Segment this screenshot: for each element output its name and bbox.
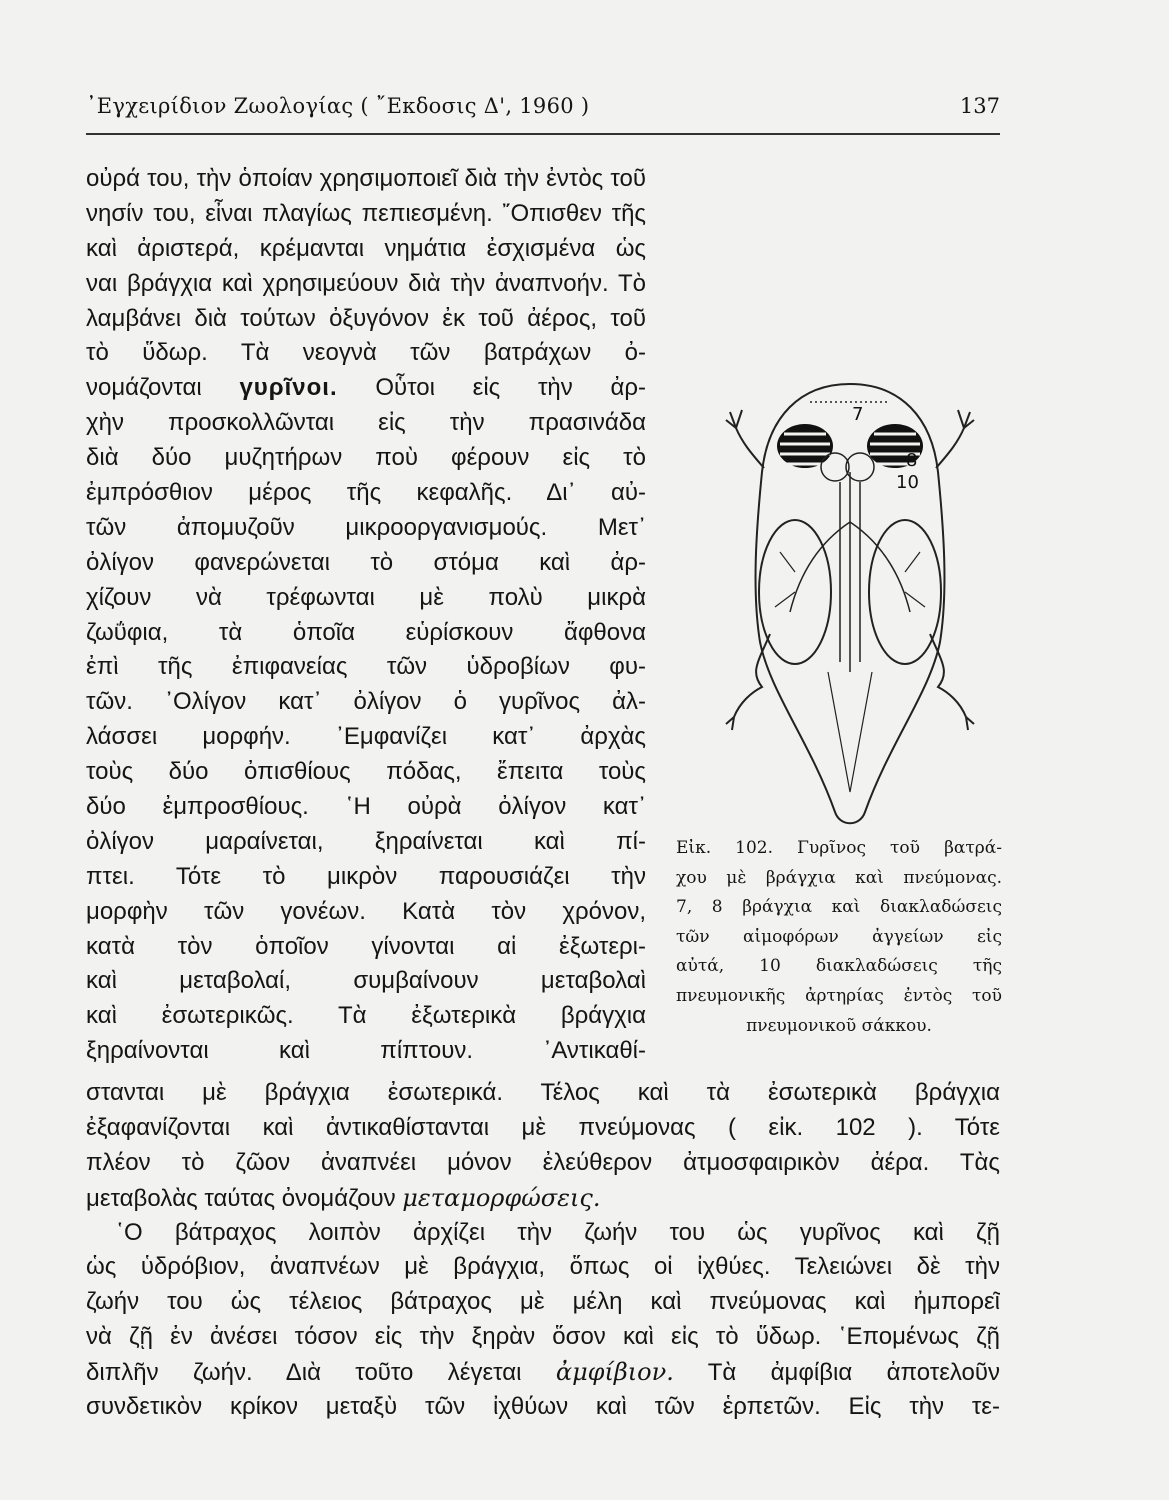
text-line: ἐπὶ τῆς ἐπιφανείας τῶν ὑδροβίων φυ-: [86, 653, 646, 681]
text-line: λάσσει μορφήν. ᾽Εμφανίζει κατ᾽ ἀρχὰς: [86, 723, 646, 751]
text-line: χίζουν νὰ τρέφωνται μὲ πολὺ μικρὰ: [86, 583, 646, 611]
text-line: πτει. Τότε τὸ μικρὸν παρουσιάζει τὴν: [86, 862, 646, 890]
text-line: ναι βράγχια καὶ χρησιμεύουν διὰ τὴν ἀναπνοήν. Τὸ: [86, 269, 646, 297]
text-line: οὐρά του, τὴν ὁποίαν χρησιμοποιεῖ διὰ τὴν ἐντὸς τοῦ: [86, 165, 646, 192]
page-number: 137: [959, 94, 1000, 118]
text-line: νησίν του, εἶναι πλαγίως πεπιεσμένη. ῎Οπισθεν τῆς: [86, 199, 646, 227]
text-fragment: διπλῆν ζωήν. Διὰ τοῦτο λέγεται: [86, 1359, 522, 1387]
text-line: τῶν. ᾽Ολίγον κατ᾽ ὀλίγον ὁ γυρῖνος ἀλ-: [86, 688, 646, 716]
figure-label-10: 10: [896, 472, 919, 493]
text-line: δύο ἐμπροσθίους. ῾Η οὐρὰ ὀλίγον κατ᾽: [86, 793, 646, 821]
term-metamorfoseis: μεταμορφώσεις.: [402, 1183, 601, 1212]
caption-line: χου μὲ βράγχια καὶ πνεύμονας.: [676, 867, 1002, 888]
paragraph-1-column: [86, 162, 646, 1069]
text-line: ἐξαφανίζονται καὶ ἀντικαθίστανται μὲ πνεύμονας ( εἰκ. 102 ). Τότε: [86, 1113, 1000, 1141]
text-fragment: μεταβολὰς ταύτας ὀνομάζουν: [86, 1184, 396, 1212]
tadpole-figure: [700, 372, 1000, 827]
figure-caption: [676, 834, 1002, 1041]
text-line: τὸ ὕδωρ. Τὰ νεογνὰ τῶν βατράχων ὀ-: [86, 339, 646, 367]
text-line: ὡς ὑδρόβιον, ἀναπνέων μὲ βράγχια, ὅπως οἱ ἰχθύες. Τελειώνει δὲ τὴν: [86, 1253, 1000, 1281]
caption-line: πνευμονικῆς ἀρτηρίας ἐντὸς τοῦ: [676, 985, 1002, 1006]
text-line: ζωΰφια, τὰ ὁποῖα εὑρίσκουν ἄφθονα: [86, 618, 646, 646]
paragraph-2-first-line: ῾Ο βάτραχος λοιπὸν ἀρχίζει τὴν ζωήν του ὡς γυρῖνος καὶ ζῇ: [116, 1218, 1000, 1246]
text-line: χὴν προσκολλῶνται εἰς τὴν πρασινάδα: [86, 409, 646, 437]
text-line: συνδετικὸν κρίκον μεταξὺ τῶν ἰχθύων καὶ τῶν ἑρπετῶν. Εἰς τὴν τε-: [86, 1393, 1000, 1421]
text-line: μορφὴν τῶν γονέων. Κατὰ τὸν χρόνον,: [86, 897, 646, 925]
term-amfibion: ἀμφίβιον.: [555, 1358, 674, 1387]
text-line: καὶ ἐσωτερικῶς. Τὰ ἐξωτερικὰ βράγχια: [86, 1002, 646, 1030]
text-line: τοὺς δύο ὀπισθίους πόδας, ἔπειτα τοὺς: [86, 758, 646, 786]
full-width-text: [86, 1076, 1000, 1425]
header-rule: [86, 133, 1000, 135]
text-line: διὰ δύο μυζητήρων ποὺ φέρουν εἰς τὸ: [86, 444, 646, 472]
caption-line: πνευμονικοῦ σάκκου.: [746, 1015, 932, 1036]
text-line: νὰ ζῇ ἐν ἀνέσει τόσον εἰς τὴν ξηρὰν ὅσον καὶ εἰς τὸ ὕδωρ. ῾Επομένως ζῇ: [86, 1323, 1000, 1351]
text-line: ξηραίνονται καὶ πίπτουν. ᾽Αντικαθί-: [86, 1037, 646, 1065]
text-line-metamorfoseis: [86, 1181, 1000, 1216]
tadpole-illustration: [700, 372, 1000, 827]
text-line-gyrinoi: [86, 371, 646, 406]
running-title: ᾽Εγχειρίδιον Ζωολογίας ( ῎Εκδοσις Δ', 1960 ): [86, 94, 590, 118]
text-line: καὶ μεταβολαί, συμβαίνουν μεταβολαὶ: [86, 967, 646, 995]
text-line: τῶν ἀπομυζοῦν μικροοργανισμούς. Μετ᾽: [86, 513, 646, 541]
text-fragment: Οὗτοι εἰς τὴν ἀρ-: [375, 374, 646, 402]
text-line: ὀλίγον φανερώνεται τὸ στόμα καὶ ἀρ-: [86, 548, 646, 576]
figure-label-7: 7: [852, 404, 864, 425]
term-gyrinoi: γυρῖνοι.: [239, 374, 338, 402]
figure-label-8: 8: [906, 450, 918, 471]
caption-line: αὐτά, 10 διακλαδώσεις τῆς: [676, 956, 1002, 977]
text-line: καὶ ἀριστερά, κρέμανται νημάτια ἐσχισμένα ὡς: [86, 234, 646, 262]
text-line: ὀλίγον μαραίνεται, ξηραίνεται καὶ πί-: [86, 827, 646, 855]
text-line: κατὰ τὸν ὁποῖον γίνονται αἱ ἐξωτερι-: [86, 932, 646, 960]
text-line: πλέον τὸ ζῶον ἀναπνέει μόνον ἐλεύθερον ἀτμοσφαιρικὸν ἀέρα. Τὰς: [86, 1148, 1000, 1176]
caption-line: Εἰκ. 102. Γυρῖνος τοῦ βατρά-: [676, 838, 1002, 858]
caption-line: 7, 8 βράγχια καὶ διακλαδώσεις: [676, 897, 1002, 918]
text-line: ἐμπρόσθιον μέρος τῆς κεφαλῆς. Δι᾽ αὐ-: [86, 479, 646, 507]
text-line: λαμβάνει διὰ τούτων ὀξυγόνον ἐκ τοῦ ἀέρος, τοῦ: [86, 304, 646, 332]
running-header: [86, 92, 1000, 132]
caption-line: τῶν αἱμοφόρων ἀγγείων εἰς: [676, 926, 1002, 947]
text-line: στανται μὲ βράγχια ἐσωτερικά. Τέλος καὶ τὰ ἐσωτερικὰ βράγχια: [86, 1079, 1000, 1106]
text-line: ζωήν του ὡς τέλειος βάτραχος μὲ μέλη καὶ πνεύμονας καὶ ἠμπορεῖ: [86, 1288, 1000, 1316]
text-fragment: νομάζονται: [86, 374, 202, 402]
text-fragment: Τὰ ἀμφίβια ἀποτελοῦν: [707, 1359, 1000, 1387]
text-line-amfibion: [86, 1355, 1000, 1390]
